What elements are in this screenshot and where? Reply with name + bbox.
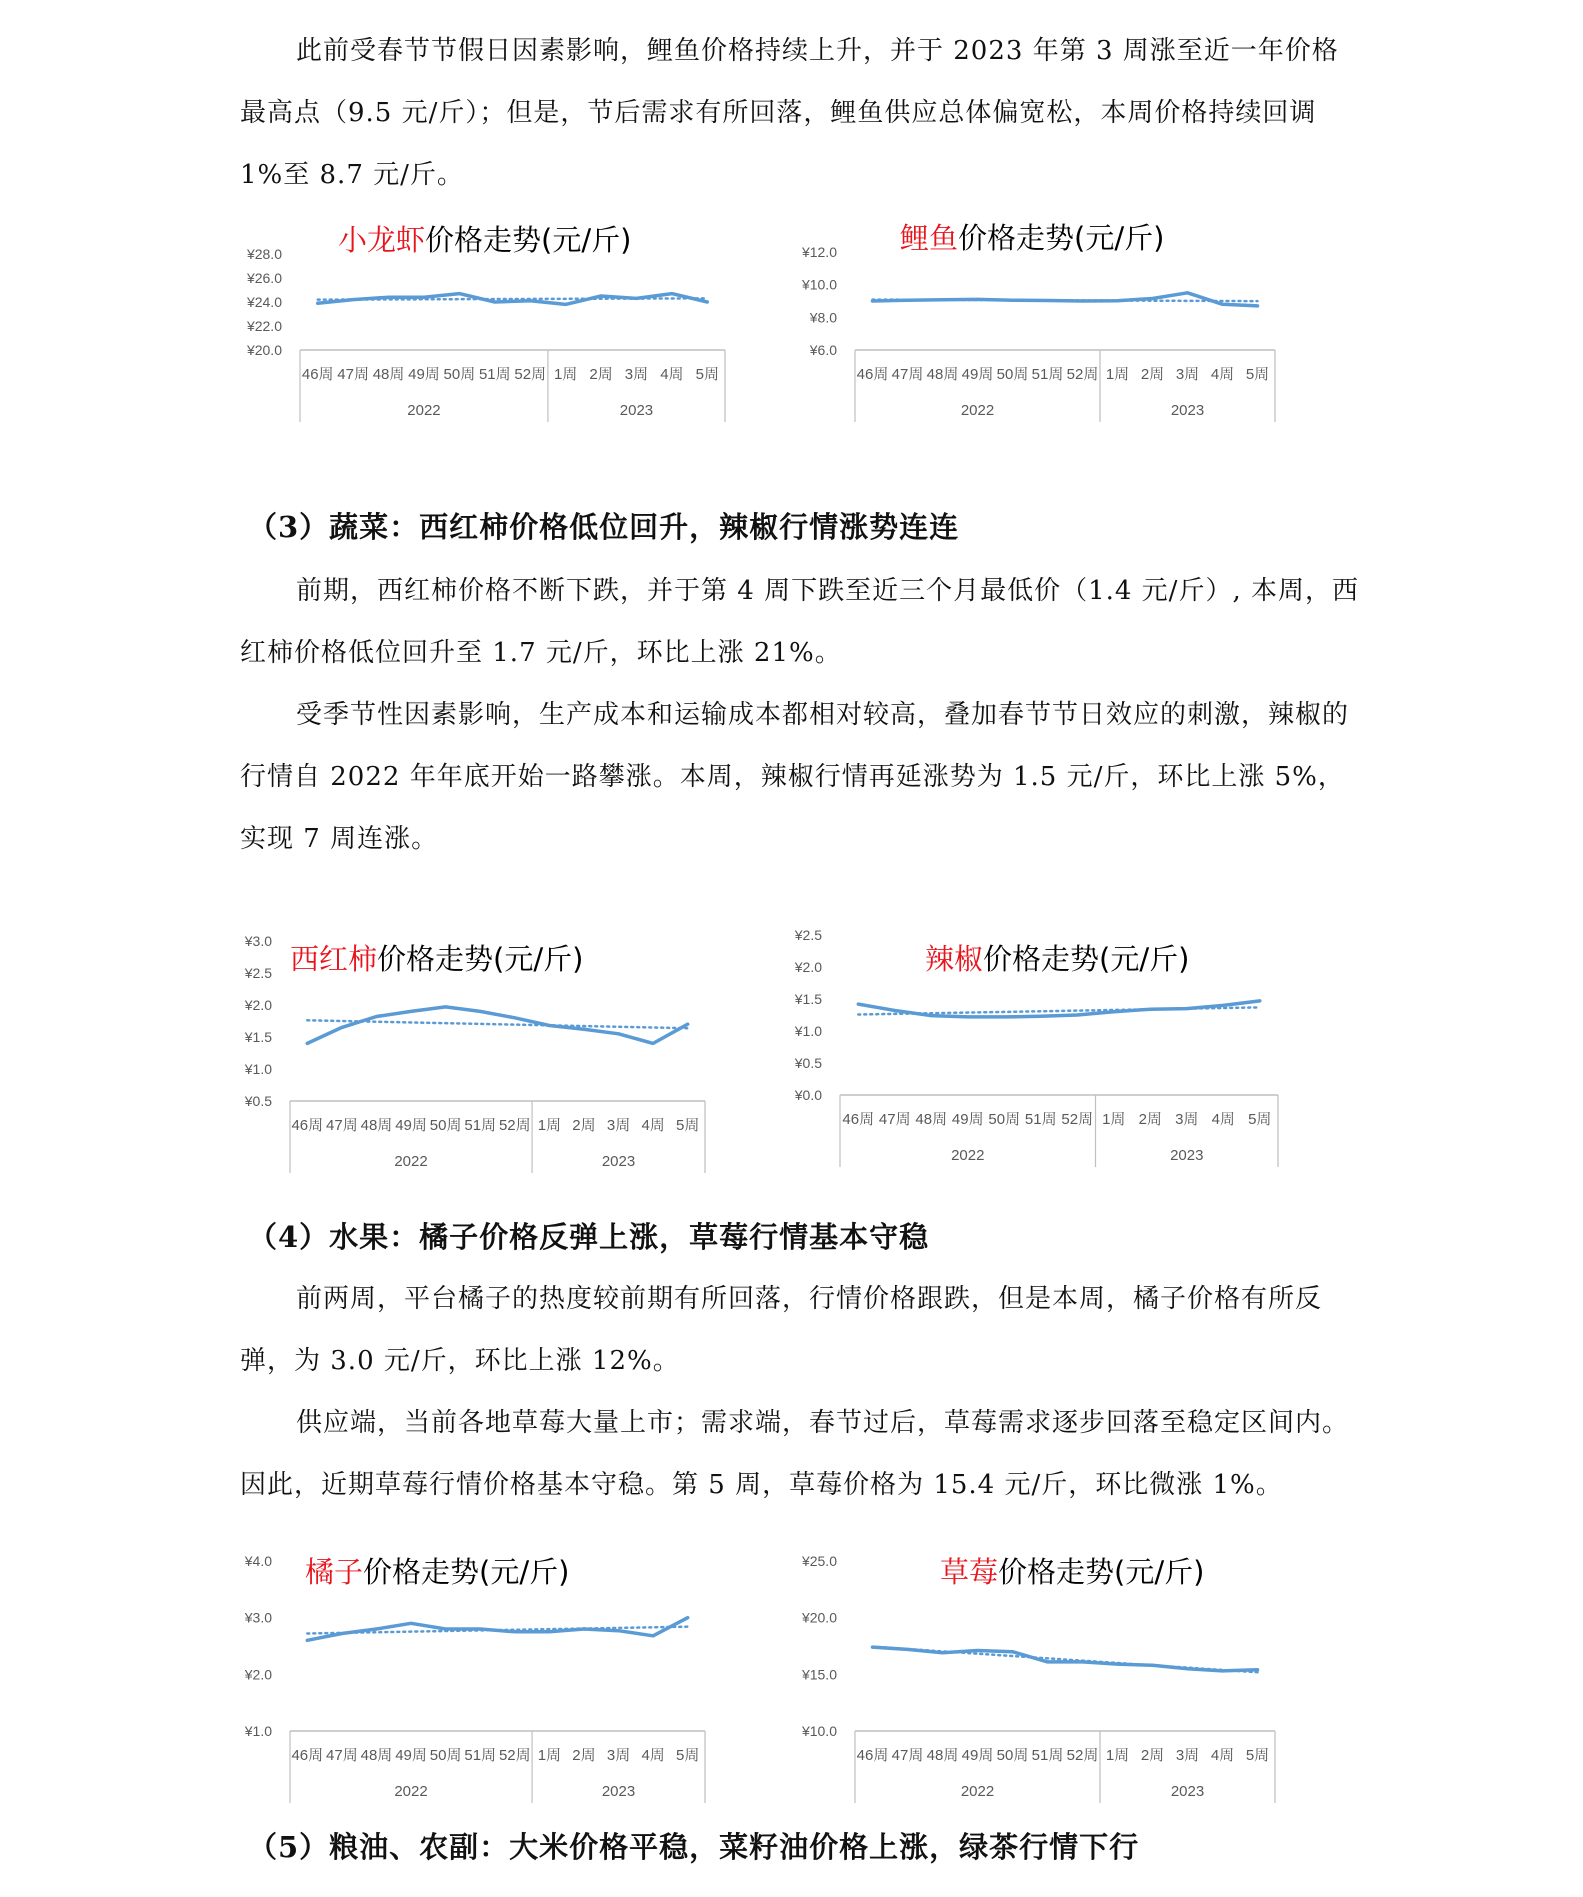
x-tick-label: 4周 <box>641 1117 665 1134</box>
series-line <box>858 1001 1260 1017</box>
y-tick-label: ¥0.5 <box>244 1093 272 1109</box>
x-tick-label: 3周 <box>1175 1747 1200 1764</box>
y-tick-label: ¥1.0 <box>244 1061 272 1077</box>
x-group-label: 2022 <box>951 1147 985 1164</box>
y-tick-label: ¥1.5 <box>244 1029 272 1045</box>
chart-title-highlight: 橘子 <box>305 1555 364 1589</box>
chart-title-rest: 价格走势(元/斤) <box>363 1555 570 1589</box>
y-tick-label: ¥2.0 <box>794 959 822 975</box>
y-tick-label: ¥3.0 <box>244 1609 272 1626</box>
x-tick-label: 49周 <box>961 366 994 383</box>
y-tick-label: ¥24.0 <box>246 294 282 310</box>
x-tick-label: 4周 <box>1211 1111 1235 1128</box>
chart-title-highlight: 小龙虾 <box>338 223 426 257</box>
x-tick-label: 52周 <box>1061 1111 1094 1128</box>
tomato-paragraph: 前期，西红柿价格不断下跌，并于第 4 周下跌至近三个月最低价（1.4 元/斤）, 本周，西红柿价格低位回升至 1.7 元/斤，环比上涨 21%。 <box>240 576 1359 668</box>
x-group-label: 2023 <box>1170 1783 1205 1800</box>
crayfish-chart-svg <box>240 222 770 502</box>
tomato-chart-title <box>290 942 583 976</box>
x-tick-label: 48周 <box>360 1747 393 1764</box>
x-tick-label: 49周 <box>408 366 440 383</box>
x-tick-label: 51周 <box>1031 1747 1064 1764</box>
y-tick-label: ¥20.0 <box>246 342 282 358</box>
y-tick-label: ¥28.0 <box>246 246 282 262</box>
x-tick-label: 4周 <box>641 1747 665 1764</box>
x-tick-label: 49周 <box>395 1747 427 1764</box>
x-tick-label: 2周 <box>1140 366 1165 383</box>
x-tick-label: 50周 <box>429 1117 462 1134</box>
x-tick-label: 51周 <box>1031 366 1064 383</box>
tomato-price-chart <box>240 905 770 1195</box>
strawberry-chart-svg <box>801 1532 1335 1817</box>
x-tick-label: 51周 <box>1024 1111 1057 1128</box>
x-group-label: 2022 <box>960 1783 995 1800</box>
x-tick-label: 4周 <box>660 366 684 383</box>
x-tick-label: 52周 <box>498 1117 531 1134</box>
chart-title-rest: 价格走势(元/斤) <box>983 942 1190 976</box>
x-tick-label: 1周 <box>537 1747 562 1764</box>
vegetable-heading: （3）蔬菜：西红柿价格低位回升，辣椒行情涨势连连 <box>248 510 960 544</box>
x-tick-label: 1周 <box>1102 1111 1126 1128</box>
x-tick-label: 1周 <box>1105 366 1130 383</box>
y-tick-label: ¥0.0 <box>794 1087 822 1103</box>
x-tick-label: 46周 <box>291 1117 324 1134</box>
chart-title-rest: 价格走势(元/斤) <box>377 942 584 976</box>
x-tick-label: 50周 <box>443 366 476 383</box>
chart-title-highlight: 西红柿 <box>290 942 378 976</box>
x-tick-label: 3周 <box>606 1747 631 1764</box>
x-tick-label: 46周 <box>291 1747 324 1764</box>
x-tick-label: 2周 <box>1138 1111 1162 1128</box>
y-tick-label: ¥26.0 <box>246 270 282 286</box>
carp-chart-title <box>900 221 1164 255</box>
x-tick-label: 48周 <box>372 366 405 383</box>
x-tick-label: 47周 <box>891 1747 924 1764</box>
y-tick-label: ¥22.0 <box>246 318 282 334</box>
x-tick-label: 5周 <box>676 1117 700 1134</box>
x-tick-label: 52周 <box>1066 366 1099 383</box>
chart-title-rest: 价格走势(元/斤) <box>425 223 632 257</box>
x-group-label: 2023 <box>619 402 654 419</box>
x-tick-label: 52周 <box>514 366 547 383</box>
x-tick-label: 3周 <box>624 366 649 383</box>
y-tick-label: ¥12.0 <box>801 244 837 260</box>
x-tick-label: 49周 <box>961 1747 994 1764</box>
x-tick-label: 47周 <box>891 366 924 383</box>
strawberry-price-chart <box>801 1532 1335 1817</box>
crayfish-price-chart <box>240 222 770 502</box>
tomato-chart-svg <box>240 905 770 1195</box>
x-tick-label: 46周 <box>842 1111 875 1128</box>
crayfish-chart-title <box>338 223 631 257</box>
x-tick-label: 5周 <box>1245 1747 1270 1764</box>
x-tick-label: 49周 <box>395 1117 427 1134</box>
orange-price-chart <box>240 1532 770 1817</box>
y-tick-label: ¥1.0 <box>794 1023 822 1039</box>
x-tick-label: 50周 <box>988 1111 1021 1128</box>
carp-paragraph: 此前受春节节假日因素影响，鲤鱼价格持续上升，并于 2023 年第 3 周涨至近一年价格最高点（9.5 元/斤）；但是，节后需求有所回落，鲤鱼供应总体偏宽松，本周价格持续回调 1%至 8.7 元/斤。 <box>240 36 1339 190</box>
x-tick-label: 1周 <box>1105 1747 1130 1764</box>
y-tick-label: ¥20.0 <box>801 1609 837 1626</box>
x-tick-label: 2周 <box>1140 1747 1165 1764</box>
x-group-label: 2023 <box>1170 1147 1204 1164</box>
grain-heading: （5）粮油、农副：大米价格平稳，菜籽油价格上涨，绿茶行情下行 <box>248 1830 1140 1864</box>
x-tick-label: 50周 <box>996 366 1029 383</box>
x-tick-label: 2周 <box>572 1117 596 1134</box>
x-tick-label: 5周 <box>676 1747 700 1764</box>
x-group-label: 2023 <box>601 1153 636 1170</box>
carp-chart-svg <box>801 221 1335 502</box>
chart-title-highlight: 辣椒 <box>925 942 984 976</box>
y-tick-label: ¥1.0 <box>244 1723 272 1739</box>
x-tick-label: 52周 <box>1066 1747 1099 1764</box>
x-tick-label: 46周 <box>301 366 334 383</box>
x-group-label: 2022 <box>394 1153 428 1170</box>
x-group-label: 2023 <box>1170 402 1205 419</box>
pepper-chart-svg <box>790 905 1330 1195</box>
y-tick-label: ¥10.0 <box>801 1723 837 1739</box>
chart-title-highlight: 草莓 <box>940 1555 999 1589</box>
x-tick-label: 4周 <box>1210 1747 1235 1764</box>
x-tick-label: 3周 <box>1175 366 1200 383</box>
x-tick-label: 1周 <box>553 366 578 383</box>
x-tick-label: 2周 <box>572 1747 596 1764</box>
x-tick-label: 49周 <box>951 1111 984 1128</box>
series-line <box>307 1007 687 1044</box>
x-tick-label: 4周 <box>1210 366 1235 383</box>
chart-title-highlight: 鲤鱼 <box>900 221 959 255</box>
x-tick-label: 50周 <box>429 1747 462 1764</box>
y-tick-label: ¥10.0 <box>801 276 837 293</box>
series-line <box>307 1618 687 1641</box>
x-tick-label: 5周 <box>1248 1111 1272 1128</box>
strawberry-paragraph: 供应端，当前各地草莓大量上市；需求端，春节过后，草莓需求逐步回落至稳定区间内。因此，近期草莓行情价格基本守稳。第 5 周，草莓价格为 15.4 元/斤，环比微涨 1%。 <box>240 1408 1350 1500</box>
x-tick-label: 3周 <box>1175 1111 1199 1128</box>
y-tick-label: ¥3.0 <box>244 933 272 949</box>
x-group-label: 2022 <box>960 402 995 419</box>
orange-paragraph: 前两周，平台橘子的热度较前期有所回落，行情价格跟跌，但是本周，橘子价格有所反弹，为 3.0 元/斤，环比上涨 12%。 <box>240 1284 1323 1376</box>
y-tick-label: ¥2.5 <box>244 965 272 981</box>
strawberry-chart-title <box>940 1555 1204 1589</box>
orange-chart-svg <box>240 1532 770 1817</box>
x-tick-label: 47周 <box>337 366 369 383</box>
x-tick-label: 48周 <box>915 1111 948 1128</box>
y-tick-label: ¥15.0 <box>801 1666 837 1683</box>
x-group-label: 2023 <box>601 1783 636 1800</box>
x-tick-label: 50周 <box>996 1747 1029 1764</box>
x-tick-label: 1周 <box>537 1117 562 1134</box>
y-tick-label: ¥4.0 <box>244 1553 272 1569</box>
x-tick-label: 48周 <box>360 1117 393 1134</box>
x-tick-label: 47周 <box>326 1747 358 1764</box>
chart-title-rest: 价格走势(元/斤) <box>998 1555 1205 1589</box>
pepper-chart-title <box>925 942 1189 976</box>
pepper-price-chart <box>790 905 1330 1195</box>
x-tick-label: 51周 <box>464 1117 497 1134</box>
x-tick-label: 5周 <box>1245 366 1270 383</box>
x-tick-label: 52周 <box>498 1747 531 1764</box>
x-tick-label: 46周 <box>856 1747 889 1764</box>
x-group-label: 2022 <box>407 402 441 419</box>
x-group-label: 2022 <box>394 1783 428 1800</box>
y-tick-label: ¥25.0 <box>801 1553 837 1569</box>
carp-price-chart <box>801 221 1335 502</box>
x-tick-label: 2周 <box>589 366 613 383</box>
pepper-paragraph: 受季节性因素影响，生产成本和运输成本都相对较高，叠加春节节日效应的刺激，辣椒的行情自 2022 年年底开始一路攀涨。本周，辣椒行情再延涨势为 1.5 元/斤，环比上涨 5%，实现 7 周连涨。 <box>240 700 1350 854</box>
x-tick-label: 47周 <box>326 1117 358 1134</box>
y-tick-label: ¥2.0 <box>244 1666 272 1683</box>
y-tick-label: ¥6.0 <box>809 342 837 358</box>
chart-title-rest: 价格走势(元/斤) <box>958 221 1165 255</box>
x-tick-label: 47周 <box>878 1111 911 1128</box>
fruit-heading: （4）水果：橘子价格反弹上涨，草莓行情基本守稳 <box>248 1220 930 1254</box>
x-tick-label: 5周 <box>695 366 719 383</box>
y-tick-label: ¥2.5 <box>794 927 822 943</box>
x-tick-label: 48周 <box>926 1747 959 1764</box>
y-tick-label: ¥8.0 <box>809 309 837 326</box>
y-tick-label: ¥2.0 <box>244 997 272 1013</box>
x-tick-label: 46周 <box>856 366 889 383</box>
y-tick-label: ¥1.5 <box>794 991 822 1007</box>
y-tick-label: ¥0.5 <box>794 1055 822 1071</box>
orange-chart-title <box>305 1555 569 1589</box>
x-tick-label: 48周 <box>926 366 959 383</box>
x-tick-label: 51周 <box>478 366 511 383</box>
series-line <box>873 293 1258 306</box>
x-tick-label: 3周 <box>606 1117 631 1134</box>
x-tick-label: 51周 <box>464 1747 497 1764</box>
